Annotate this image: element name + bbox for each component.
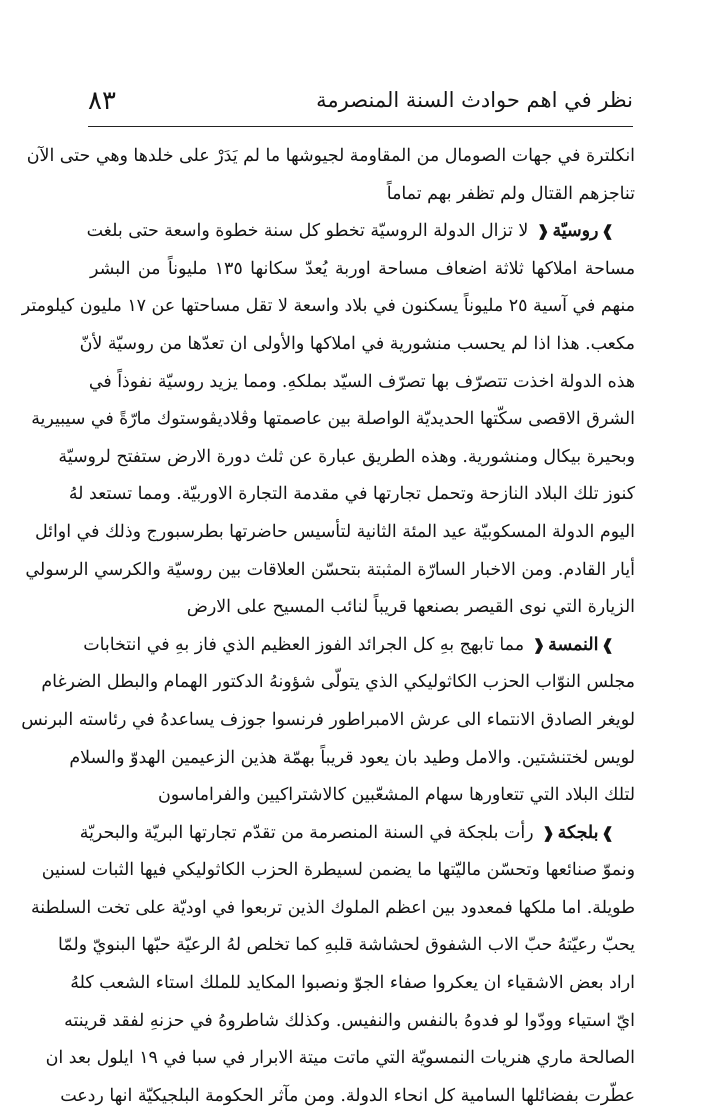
section-heading-text: بلجكة: [557, 822, 599, 843]
text-line: [58, 439, 635, 477]
text-line: [90, 251, 635, 289]
line-text: مجلس النوّاب الحزب الكاثوليكي الذي يتولّى شؤونهُ الدكتور الهمام والبطل الضرغام: [41, 672, 635, 693]
text-line: [31, 401, 635, 439]
line-text: الصالحة ماري هنريات النمسويّة التي ماتت ميتة الابرار في سبا في ١٩ ايلول بعد ان: [45, 1048, 635, 1069]
line-text: يحبّ رعيّتهُ حبّ الاب الشفوق لحشاشة قلبهِ كما تخلص لهُ الرعيّة حبّها البنويّ ولمّا: [58, 935, 635, 956]
text-line: [90, 589, 635, 627]
line-text: منهم في آسية ٢٥ مليوناً يسكنون في بلاد واسعة لا تقل مساحتها عن ١٧ مليون كيلومتر: [21, 296, 635, 317]
line-text: اليوم الدولة المسكوبيّة عيد المئة الثانية لتأسيس حاضرتها بطرسبورج وذلك في اوائل: [34, 521, 635, 542]
section-first-line: [79, 815, 635, 853]
running-title: نظر في اهم حوادث السنة المنصرمة: [316, 88, 633, 112]
line-text: ونموّ صنائعها وتحسّن ماليّتها ما يضمن لسيطرة الحزب الكاثوليكي فيها الثبات لسنين: [41, 860, 635, 881]
line-text: لتلك البلاد التي تتعاورها سهام المشعّبين كالاشتراكيين والفراماسون: [158, 785, 635, 806]
line-text: مكعب. هذا اذا لم يحسب منشورية في املاكها والأولى ان تعدّها من روسيّة لأنّ: [79, 333, 635, 354]
line-text: تناجزهم القتال ولم تظفر بهم تماماً: [386, 183, 635, 204]
text-line: [25, 552, 635, 590]
page-body: [21, 138, 636, 1115]
line-text: الشرق الاقصى سكّتها الحديديّة الواصلة بين عاصمتها وڤلاديڤوستوك مارّةً في سيبيرية: [31, 409, 635, 430]
text-line: [21, 288, 635, 326]
line-text: ايّ استياء وودّوا لو فدوهُ بالنفس والنفيس. وكذلك شاطروهُ في حزنهِ لفقد قرينته: [64, 1010, 635, 1031]
text-line: [64, 1003, 635, 1041]
line-text: عطّرت بفضائلها السامية كل انحاء الدولة. ومن مآثر الحكومة البلجيكيّة انها ردعت: [60, 1085, 635, 1106]
text-line: [90, 364, 635, 402]
text-line: [60, 1078, 635, 1115]
line-text: اراد بعض الاشقياء ان يعكروا صفاء الجوّ ونصبوا المكايد للملك استاء الشعب كلهُ: [70, 973, 635, 994]
line-text: رأت بلجكة في السنة المنصرمة من تقدّم تجارتها البريّة والبحريّة: [79, 822, 534, 843]
line-text: طويلة. اما ملكها فمعدود بين اعظم الملوك الذين تربعوا في اوديّة على تخت السلطنة: [30, 897, 635, 918]
section-heading: [530, 635, 617, 655]
text-line: [41, 852, 635, 890]
section-heading-text: النمسة: [548, 634, 599, 655]
line-text: لويغر الصادق الانتماء الى عرش الامبراطور فرنسوا جوزف يساعدهُ في رئاسته البرنس: [21, 709, 635, 730]
line-text: كنوز تلك البلاد النازحة وتحمل تجارتها في مقدمة التجارة الاوربيّة. ومما تستعد لهُ: [68, 484, 635, 505]
page-number: ٨٣: [88, 86, 116, 116]
text-line: [69, 740, 635, 778]
line-text: لويس لختنشتين. والامل وطيد بان يعود قريباً بهمّة هذين الزعيمين الهدوّ والسلام: [69, 747, 635, 768]
line-text: لا تزال الدولة الروسيّة تخطو كل سنة خطوة واسعة حتى بلغت: [86, 221, 529, 242]
line-text: هذه الدولة اخذت تتصرّف بها تصرّف السيّد بملكهِ. ومما يزيد روسيّة نفوذاً في: [88, 371, 635, 392]
text-line: [26, 138, 635, 176]
ornament-icon: ❱: [601, 635, 614, 654]
ornament-icon: ❰: [532, 635, 546, 654]
section-first-line: [83, 627, 635, 665]
page-header: [88, 82, 633, 127]
section-heading-text: روسيّة: [552, 221, 599, 242]
text-line: [68, 476, 635, 514]
section-heading: [534, 221, 617, 241]
ornament-icon: ❰: [542, 823, 555, 842]
text-line: [34, 514, 635, 552]
ornament-icon: ❱: [601, 222, 614, 241]
line-text: أيار القادم. ومن الاخبار السارّة المثبتة بتحسّن العلاقات بين روسيّة والكرسي الرسولي: [25, 559, 635, 580]
text-line: [90, 176, 635, 214]
text-line: [41, 664, 635, 702]
text-line: [58, 927, 635, 965]
line-text: الزيارة التي نوى القيصر بصنعها قريباً لنائب المسيح على الارض: [186, 597, 635, 618]
text-line: [90, 777, 635, 815]
section-first-line: [86, 213, 635, 251]
ornament-icon: ❰: [536, 222, 550, 241]
text-line: [79, 326, 635, 364]
line-text: مما تابهج بهِ كل الجرائد الفوز العظيم الذي فاز بهِ في انتخابات: [83, 634, 525, 655]
text-line: [45, 1040, 635, 1078]
line-text: انكلترة في جهات الصومال من المقاومة لجيوشها ما لم يَدَرْ على خلدها وهي حتى الآن: [26, 146, 635, 166]
text-line: [21, 702, 635, 740]
text-line: [70, 965, 635, 1003]
section-heading: [539, 823, 617, 843]
line-text: وبحيرة بيكال ومنشورية. وهذه الطريق عبارة عن ثلث دورة الارض ستفتح لروسيّة: [58, 446, 635, 467]
text-line: [30, 890, 635, 928]
ornament-icon: ❱: [601, 823, 614, 842]
line-text: مساحة املاكها ثلاثة اضعاف مساحة اوربة يُعدّ سكانها ١٣٥ مليوناً من البشر: [90, 258, 636, 279]
